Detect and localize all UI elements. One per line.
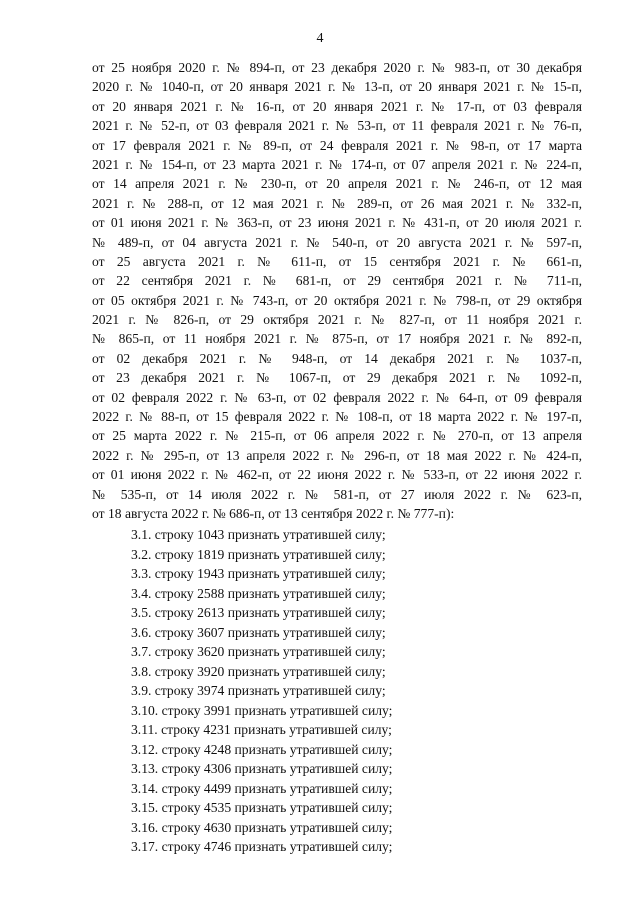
paragraph-line: 2020 г. № 1040-п, от 20 января 2021 г. № 13-п, от 20 января 2021 г. № 15-п, (92, 79, 582, 95)
list-item: 3.3. строку 1943 признать утратившей силу; (131, 566, 386, 581)
paragraph-line: от 02 февраля 2022 г. № 63-п, от 02 февраля 2022 г. № 64-п, от 09 февраля (92, 389, 582, 405)
paragraph-line: от 18 августа 2022 г. № 686-п, от 13 сентября 2022 г. № 777-п): (92, 505, 455, 521)
list-item: 3.12. строку 4248 признать утратившей силу; (131, 741, 393, 757)
list-item: 3.4. строку 2588 признать утратившей силу; (131, 585, 386, 601)
paragraph-line: от 20 января 2021 г. № 16-п, от 20 января 2021 г. № 17-п, от 03 февраля (92, 98, 582, 114)
list-item: 3.1. строку 1043 признать утратившей силу; (131, 527, 386, 542)
page-number: 4 (316, 31, 324, 46)
list-item: 3.15. строку 4535 признать утратившей силу; (131, 800, 393, 815)
paragraph-line: от 23 декабря 2021 г. № 1067-п, от 29 декабря 2021 г. № 1092-п, (92, 370, 582, 386)
paragraph-line: 2021 г. № 154-п, от 23 марта 2021 г. № 174-п, от 07 апреля 2021 г. № 224-п, (92, 156, 582, 172)
paragraph-line: от 02 декабря 2021 г. № 948-п, от 14 декабря 2021 г. № 1037-п, (92, 350, 582, 366)
paragraph-line: от 01 июня 2021 г. № 363-п, от 23 июня 2021 г. № 431-п, от 20 июля 2021 г. (92, 215, 582, 231)
paragraph-line: от 25 августа 2021 г. № 611-п, от 15 сентября 2021 г. № 661-п, (92, 253, 582, 269)
paragraph-line: № 535-п, от 14 июля 2022 г. № 581-п, от 27 июля 2022 г. № 623-п, (92, 486, 582, 502)
list-item: 3.14. строку 4499 признать утратившей силу; (131, 780, 393, 796)
list-item: 3.2. строку 1819 признать утратившей силу; (131, 546, 386, 562)
list-item: 3.11. строку 4231 признать утратившей силу; (131, 722, 392, 737)
paragraph-line: от 22 сентября 2021 г. № 681-п, от 29 сентября 2021 г. № 711-п, (92, 273, 582, 289)
list-item: 3.13. строку 4306 признать утратившей силу; (131, 761, 393, 776)
list-item: 3.9. строку 3974 признать утратившей силу; (131, 683, 386, 698)
paragraph-line: 2021 г. № 52-п, от 03 февраля 2021 г. № 53-п, от 11 февраля 2021 г. № 76-п, (92, 118, 582, 134)
paragraph-line: № 865-п, от 11 ноября 2021 г. № 875-п, от 17 ноября 2021 г. № 892-п, (92, 331, 582, 347)
paragraph-line: 2021 г. № 288-п, от 12 мая 2021 г. № 289-п, от 26 мая 2021 г. № 332-п, (92, 195, 582, 211)
list-item: 3.10. строку 3991 признать утратившей силу; (131, 702, 393, 718)
list-item: 3.6. строку 3607 признать утратившей силу; (131, 624, 386, 640)
paragraph-line: 2021 г. № 826-п, от 29 октября 2021 г. № 827-п, от 11 ноября 2021 г. (92, 312, 582, 328)
paragraph-line: от 01 июня 2022 г. № 462-п, от 22 июня 2022 г. № 533-п, от 22 июня 2022 г. (92, 467, 582, 483)
paragraph-line: 2022 г. № 295-п, от 13 апреля 2022 г. № 296-п, от 18 мая 2022 г. № 424-п, (92, 447, 582, 463)
paragraph-line: № 489-п, от 04 августа 2021 г. № 540-п, от 20 августа 2021 г. № 597-п, (92, 234, 582, 250)
paragraph-line: от 14 апреля 2021 г. № 230-п, от 20 апреля 2021 г. № 246-п, от 12 мая (92, 176, 582, 192)
list-item: 3.5. строку 2613 признать утратившей силу; (131, 605, 386, 620)
amendment-list (131, 525, 582, 857)
paragraph-line: от 25 ноября 2020 г. № 894-п, от 23 декабря 2020 г. № 983-п, от 30 декабря (92, 60, 582, 75)
paragraph-line: от 17 февраля 2021 г. № 89-п, от 24 февраля 2021 г. № 98-п, от 17 марта (92, 137, 582, 153)
body-paragraph (92, 58, 582, 523)
paragraph-line: 2022 г. № 88-п, от 15 февраля 2022 г. № 108-п, от 18 марта 2022 г. № 197-п, (92, 409, 582, 425)
list-item: 3.7. строку 3620 признать утратившей силу; (131, 644, 386, 659)
paragraph-line: от 05 октября 2021 г. № 743-п, от 20 октября 2021 г. № 798-п, от 29 октября (92, 292, 582, 308)
list-item: 3.16. строку 4630 признать утратившей силу; (131, 819, 393, 835)
paragraph-line: от 25 марта 2022 г. № 215-п, от 06 апреля 2022 г. № 270-п, от 13 апреля (92, 428, 582, 444)
list-item: 3.8. строку 3920 признать утратившей силу; (131, 663, 386, 679)
list-item: 3.17. строку 4746 признать утратившей силу; (131, 839, 393, 854)
